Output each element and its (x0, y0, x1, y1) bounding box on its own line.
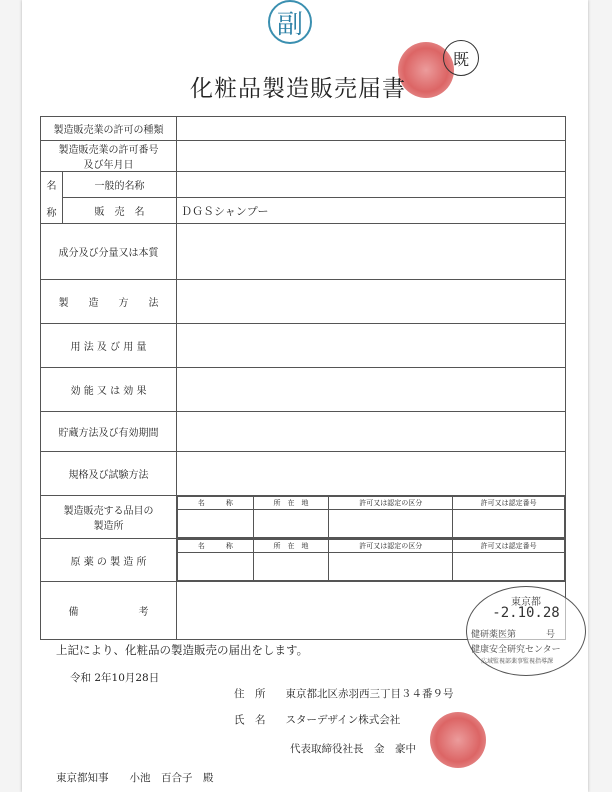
raw-material-site-grid (177, 539, 566, 582)
storage-label: 貯蔵方法及び有効期間 (41, 412, 177, 452)
address-line: 住 所 東京都北区赤羽西三丁目３４番９号 (234, 688, 454, 700)
representative-line: 代表取締役社長 金 豪中 (290, 743, 416, 755)
document-title: 化粧品製造販売届書 (190, 76, 406, 102)
license-number-value (177, 141, 566, 172)
notification-form-table (40, 116, 566, 640)
ingredients-label: 成分及び分量又は本質 (41, 224, 177, 280)
sub-header-permit-number: 許可又は認定番号 (453, 540, 565, 553)
sales-name-value: ＤＧＳシャンプー (177, 198, 566, 224)
specs-value (177, 452, 566, 496)
sub-header-address: 所 在 地 (253, 540, 329, 553)
manufacturing-method-label: 製 造 方 法 (41, 280, 177, 324)
sub-header-permit-type: 許可又は認定の区分 (329, 497, 453, 510)
manufacturing-method-value (177, 280, 566, 324)
existing-stamp: 既 (443, 40, 479, 76)
company-seal-bottom (430, 712, 486, 768)
remarks-label: 備 考 (41, 582, 177, 640)
sales-name-label: 販 売 名 (63, 198, 177, 224)
usage-label: 用 法 及 び 用 量 (41, 324, 177, 368)
general-name-value (177, 172, 566, 198)
sub-header-name: 名 称 (178, 497, 254, 510)
efficacy-label: 効 能 又 は 効 果 (41, 368, 177, 412)
usage-value (177, 324, 566, 368)
manufacturer-site-label: 製造販売する品目の 製造所 (41, 496, 177, 539)
sub-header-permit-number: 許可又は認定番号 (453, 497, 565, 510)
storage-value (177, 412, 566, 452)
copy-stamp: 副 (268, 0, 312, 44)
ingredients-value (177, 224, 566, 280)
sub-header-name: 名 称 (178, 540, 254, 553)
declaration-text: 上記により、化粧品の製造販売の届出をします。 (56, 643, 309, 657)
name-line: 氏 名 スターデザイン株式会社 (234, 714, 401, 726)
name-label: 名 称 (41, 172, 63, 224)
manufacturer-site-grid (177, 496, 566, 539)
efficacy-value (177, 368, 566, 412)
license-type-label: 製造販売業の許可の種類 (41, 117, 177, 141)
received-stamp: 東京都 -2.10.28 健研薬医第 号 健康安全研究センター 広域監視部薬事監視指導課 (466, 586, 586, 676)
license-type-value (177, 117, 566, 141)
license-number-label: 製造販売業の許可番号 及び年月日 (41, 141, 177, 172)
sub-header-address: 所 在 地 (253, 497, 329, 510)
raw-material-site-label: 原 薬 の 製 造 所 (41, 539, 177, 582)
sub-header-permit-type: 許可又は認定の区分 (329, 540, 453, 553)
general-name-label: 一般的名称 (63, 172, 177, 198)
specs-label: 規格及び試験方法 (41, 452, 177, 496)
governor-line: 東京都知事 小池 百合子 殿 (56, 772, 214, 784)
submission-date: 令和 2年10月28日 (70, 672, 160, 684)
